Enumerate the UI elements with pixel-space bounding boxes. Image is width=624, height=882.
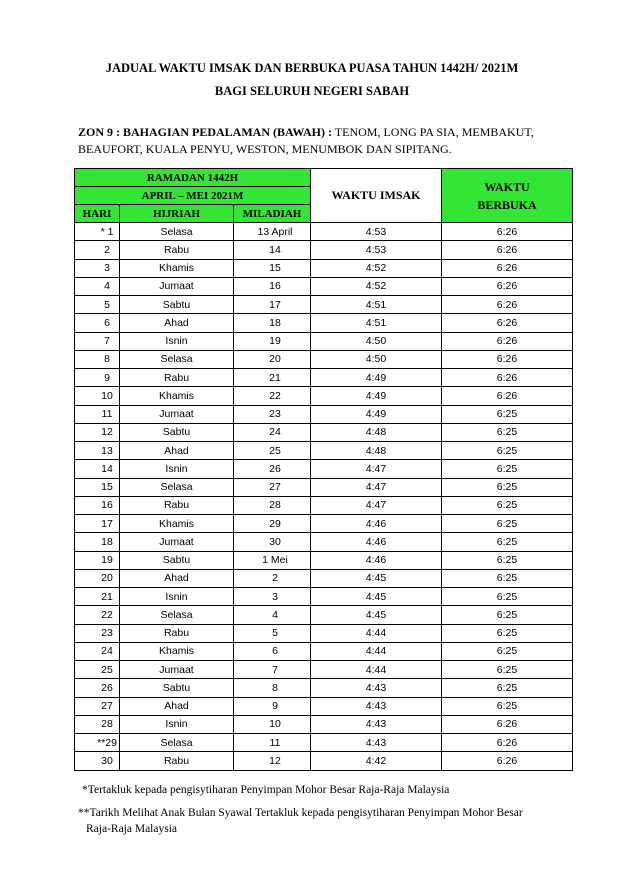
cell-berbuka: 6:25 [442, 624, 573, 642]
footnote-1: *Tertakluk kepada pengisytiharan Penyimpan Mohor Besar Raja-Raja Malaysia [82, 784, 450, 796]
header-ramadan: RAMADAN 1442H [75, 169, 311, 187]
cell-berbuka: 6:26 [442, 223, 573, 241]
cell-miladiah: 26 [234, 460, 311, 478]
cell-berbuka: 6:25 [442, 551, 573, 569]
cell-hari: 13 [75, 442, 120, 460]
cell-imsak: 4:49 [311, 405, 442, 423]
cell-miladiah: 21 [234, 369, 311, 387]
cell-hijriah: Rabu [120, 496, 234, 514]
table-row [75, 496, 573, 514]
cell-imsak: 4:49 [311, 387, 442, 405]
footnote-2 [78, 805, 523, 837]
cell-imsak: 4:51 [311, 296, 442, 314]
cell-berbuka: 6:26 [442, 259, 573, 277]
page-subtitle: BAGI SELURUH NEGERI SABAH [214, 84, 410, 98]
cell-hijriah: Selasa [120, 734, 234, 752]
cell-miladiah: 28 [234, 496, 311, 514]
table-row [75, 259, 573, 277]
cell-hari: 6 [75, 314, 120, 332]
cell-berbuka: 6:25 [442, 460, 573, 478]
cell-berbuka: 6:26 [442, 332, 573, 350]
table-row [75, 223, 573, 241]
cell-hari: 5 [75, 296, 120, 314]
cell-miladiah: 12 [234, 752, 311, 770]
cell-miladiah: 16 [234, 277, 311, 295]
cell-hijriah: Jumaat [120, 277, 234, 295]
table-row [75, 277, 573, 295]
cell-miladiah: 27 [234, 478, 311, 496]
header-month: APRIL – MEI 2021M [75, 187, 311, 205]
table-row [75, 569, 573, 587]
cell-miladiah: 2 [234, 569, 311, 587]
cell-berbuka: 6:26 [442, 350, 573, 368]
header-hijriah: HIJRIAH [120, 205, 234, 223]
cell-hari: 4 [75, 277, 120, 295]
table-row [75, 697, 573, 715]
cell-imsak: 4:44 [311, 661, 442, 679]
cell-hijriah: Isnin [120, 715, 234, 733]
cell-hijriah: Ahad [120, 569, 234, 587]
zone-text: TENOM, LONG PA SIA, MEMBAKUT, BEAUFORT, KUALA PENYU, WESTON, MENUMBOK DAN SIPITANG. [78, 125, 534, 156]
cell-hari: 30 [75, 752, 120, 770]
cell-miladiah: 9 [234, 697, 311, 715]
cell-miladiah: 25 [234, 442, 311, 460]
cell-hijriah: Sabtu [120, 296, 234, 314]
footnote-2-line1: **Tarikh Melihat Anak Bulan Syawal Tertakluk kepada pengisytiharan Penyimpan Mohor Besar [78, 807, 523, 819]
cell-hari: 3 [75, 259, 120, 277]
cell-berbuka: 6:26 [442, 296, 573, 314]
cell-berbuka: 6:25 [442, 569, 573, 587]
table-row [75, 533, 573, 551]
cell-hari: 27 [75, 697, 120, 715]
cell-miladiah: 13 April [234, 223, 311, 241]
cell-hijriah: Isnin [120, 588, 234, 606]
table-row [75, 369, 573, 387]
zone-label: ZON 9 : BAHAGIAN PEDALAMAN (BAWAH) : [78, 125, 332, 139]
cell-hijriah: Rabu [120, 752, 234, 770]
cell-berbuka: 6:25 [442, 496, 573, 514]
cell-hari: 2 [75, 241, 120, 259]
cell-miladiah: 3 [234, 588, 311, 606]
cell-miladiah: 8 [234, 679, 311, 697]
cell-imsak: 4:43 [311, 679, 442, 697]
cell-hijriah: Rabu [120, 624, 234, 642]
page-title: JADUAL WAKTU IMSAK DAN BERBUKA PUASA TAHUN 1442H/ 2021M [105, 61, 519, 75]
cell-berbuka: 6:26 [442, 734, 573, 752]
cell-imsak: 4:43 [311, 697, 442, 715]
schedule-table [74, 168, 573, 771]
cell-hari: * 1 [75, 223, 120, 241]
cell-imsak: 4:42 [311, 752, 442, 770]
cell-hari: 16 [75, 496, 120, 514]
cell-miladiah: 7 [234, 661, 311, 679]
cell-hijriah: Rabu [120, 241, 234, 259]
table-row [75, 624, 573, 642]
table-row [75, 460, 573, 478]
table-row [75, 478, 573, 496]
cell-hari: 18 [75, 533, 120, 551]
cell-berbuka: 6:26 [442, 241, 573, 259]
cell-hijriah: Selasa [120, 350, 234, 368]
cell-hari: 12 [75, 423, 120, 441]
cell-berbuka: 6:25 [442, 697, 573, 715]
cell-berbuka: 6:25 [442, 642, 573, 660]
table-row [75, 588, 573, 606]
table-row [75, 734, 573, 752]
cell-berbuka: 6:25 [442, 588, 573, 606]
cell-miladiah: 6 [234, 642, 311, 660]
cell-hari: 21 [75, 588, 120, 606]
cell-berbuka: 6:26 [442, 277, 573, 295]
cell-hijriah: Khamis [120, 515, 234, 533]
cell-imsak: 4:49 [311, 369, 442, 387]
cell-hijriah: Khamis [120, 259, 234, 277]
table-row [75, 442, 573, 460]
cell-hijriah: Isnin [120, 460, 234, 478]
table-row [75, 387, 573, 405]
cell-berbuka: 6:25 [442, 478, 573, 496]
header-berbuka [442, 169, 573, 223]
cell-hari: 10 [75, 387, 120, 405]
table-row [75, 551, 573, 569]
cell-hari: 11 [75, 405, 120, 423]
cell-berbuka: 6:26 [442, 752, 573, 770]
cell-imsak: 4:44 [311, 624, 442, 642]
cell-imsak: 4:43 [311, 715, 442, 733]
cell-imsak: 4:52 [311, 277, 442, 295]
cell-miladiah: 17 [234, 296, 311, 314]
cell-hari: 9 [75, 369, 120, 387]
cell-imsak: 4:45 [311, 588, 442, 606]
cell-berbuka: 6:26 [442, 314, 573, 332]
cell-miladiah: 11 [234, 734, 311, 752]
cell-imsak: 4:43 [311, 734, 442, 752]
cell-miladiah: 19 [234, 332, 311, 350]
cell-hijriah: Selasa [120, 223, 234, 241]
cell-imsak: 4:53 [311, 241, 442, 259]
cell-hari: 23 [75, 624, 120, 642]
cell-hijriah: Selasa [120, 478, 234, 496]
cell-hari: 8 [75, 350, 120, 368]
cell-imsak: 4:45 [311, 569, 442, 587]
table-row [75, 661, 573, 679]
cell-hijriah: Ahad [120, 697, 234, 715]
cell-hijriah: Sabtu [120, 423, 234, 441]
cell-miladiah: 30 [234, 533, 311, 551]
schedule-rows [75, 223, 573, 771]
cell-hijriah: Jumaat [120, 405, 234, 423]
cell-hari: 22 [75, 606, 120, 624]
table-row [75, 350, 573, 368]
cell-berbuka: 6:25 [442, 515, 573, 533]
cell-hijriah: Sabtu [120, 679, 234, 697]
table-row [75, 332, 573, 350]
table-row [75, 679, 573, 697]
cell-hari: **29 [75, 734, 120, 752]
cell-berbuka: 6:26 [442, 369, 573, 387]
cell-berbuka: 6:26 [442, 715, 573, 733]
cell-imsak: 4:53 [311, 223, 442, 241]
cell-berbuka: 6:25 [442, 442, 573, 460]
table-row [75, 642, 573, 660]
cell-imsak: 4:44 [311, 642, 442, 660]
header-hari: HARI [75, 205, 120, 223]
table-row [75, 241, 573, 259]
cell-berbuka: 6:26 [442, 387, 573, 405]
cell-berbuka: 6:25 [442, 679, 573, 697]
cell-imsak: 4:47 [311, 460, 442, 478]
cell-hari: 14 [75, 460, 120, 478]
cell-imsak: 4:46 [311, 551, 442, 569]
cell-miladiah: 22 [234, 387, 311, 405]
cell-hijriah: Jumaat [120, 533, 234, 551]
cell-imsak: 4:51 [311, 314, 442, 332]
footnote-2-line2: Raja-Raja Malaysia [86, 823, 178, 835]
cell-imsak: 4:50 [311, 332, 442, 350]
cell-hari: 28 [75, 715, 120, 733]
cell-imsak: 4:52 [311, 259, 442, 277]
table-row [75, 296, 573, 314]
cell-hijriah: Isnin [120, 332, 234, 350]
cell-miladiah: 1 Mei [234, 551, 311, 569]
cell-miladiah: 20 [234, 350, 311, 368]
cell-hari: 26 [75, 679, 120, 697]
cell-imsak: 4:46 [311, 515, 442, 533]
cell-imsak: 4:47 [311, 496, 442, 514]
table-row [75, 752, 573, 770]
cell-imsak: 4:48 [311, 442, 442, 460]
zone-description [78, 124, 558, 158]
cell-hijriah: Jumaat [120, 661, 234, 679]
cell-hari: 19 [75, 551, 120, 569]
cell-miladiah: 5 [234, 624, 311, 642]
cell-hijriah: Sabtu [120, 551, 234, 569]
table-row [75, 515, 573, 533]
cell-miladiah: 14 [234, 241, 311, 259]
cell-hijriah: Ahad [120, 314, 234, 332]
table-row [75, 606, 573, 624]
cell-hijriah: Rabu [120, 369, 234, 387]
table-row [75, 405, 573, 423]
cell-miladiah: 18 [234, 314, 311, 332]
cell-miladiah: 23 [234, 405, 311, 423]
table-row [75, 423, 573, 441]
cell-imsak: 4:45 [311, 606, 442, 624]
cell-imsak: 4:48 [311, 423, 442, 441]
cell-hari: 7 [75, 332, 120, 350]
table-row [75, 715, 573, 733]
cell-berbuka: 6:25 [442, 533, 573, 551]
cell-miladiah: 29 [234, 515, 311, 533]
cell-hari: 20 [75, 569, 120, 587]
cell-berbuka: 6:25 [442, 661, 573, 679]
cell-miladiah: 15 [234, 259, 311, 277]
cell-hari: 24 [75, 642, 120, 660]
header-imsak: WAKTU IMSAK [311, 169, 442, 223]
table-row [75, 314, 573, 332]
cell-imsak: 4:47 [311, 478, 442, 496]
cell-hijriah: Selasa [120, 606, 234, 624]
header-berbuka-line1: WAKTU [484, 179, 530, 194]
cell-miladiah: 4 [234, 606, 311, 624]
cell-berbuka: 6:25 [442, 405, 573, 423]
header-miladiah: MILADIAH [234, 205, 311, 223]
cell-imsak: 4:46 [311, 533, 442, 551]
cell-hijriah: Khamis [120, 387, 234, 405]
cell-imsak: 4:50 [311, 350, 442, 368]
cell-hijriah: Khamis [120, 642, 234, 660]
cell-berbuka: 6:25 [442, 423, 573, 441]
cell-hijriah: Ahad [120, 442, 234, 460]
cell-berbuka: 6:25 [442, 606, 573, 624]
cell-miladiah: 24 [234, 423, 311, 441]
header-berbuka-line2: BERBUKA [477, 197, 537, 212]
cell-hari: 15 [75, 478, 120, 496]
cell-hari: 25 [75, 661, 120, 679]
cell-hari: 17 [75, 515, 120, 533]
cell-miladiah: 10 [234, 715, 311, 733]
